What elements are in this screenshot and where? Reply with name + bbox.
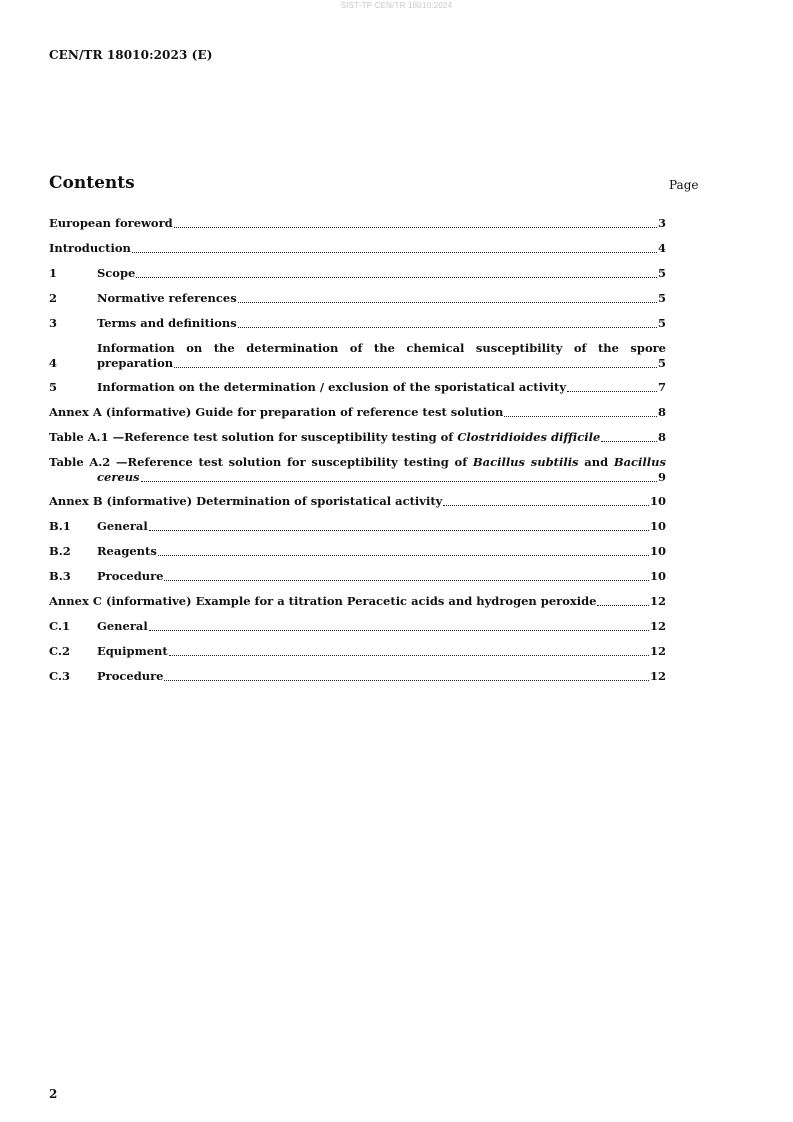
toc-entry-page: 10 <box>649 519 666 533</box>
table-of-contents <box>49 216 666 694</box>
dot-leader <box>238 302 657 303</box>
toc-entry-annex-c[interactable] <box>49 594 666 609</box>
toc-entry-title: Procedure <box>97 569 164 583</box>
species-name: Bacillus <box>613 455 666 469</box>
toc-entry-page: 5 <box>657 356 666 370</box>
toc-entry-terms-and-definitions[interactable] <box>49 316 666 331</box>
toc-entry-title: General <box>97 519 148 533</box>
dot-leader <box>597 605 649 606</box>
toc-entry-sporistatical-activity[interactable] <box>49 380 666 395</box>
toc-entry-title: Introduction <box>49 241 131 255</box>
toc-entry-annex-a[interactable] <box>49 405 666 420</box>
toc-entry-page: 8 <box>657 430 666 444</box>
toc-entry-number: C.2 <box>49 644 70 658</box>
toc-entry-title: Normative references <box>97 291 237 305</box>
dot-leader <box>132 252 657 253</box>
dot-leader <box>601 441 657 442</box>
toc-entry-title: Annex B (informative) Determination of sporistatical activity <box>49 494 443 508</box>
toc-entry-title: Reagents <box>97 544 157 558</box>
dot-leader <box>169 655 649 656</box>
dot-leader <box>164 580 649 581</box>
toc-entry-title: Annex A (informative) Guide for preparation of reference test solution <box>49 405 504 419</box>
toc-entry-page: 5 <box>657 266 666 280</box>
toc-entry-page: 12 <box>649 594 666 608</box>
toc-entry-c2-equipment[interactable] <box>49 644 666 659</box>
toc-entry-c1-general[interactable] <box>49 619 666 634</box>
toc-entry-title: European foreword <box>49 216 173 230</box>
toc-entry-scope[interactable] <box>49 266 666 281</box>
dot-leader <box>174 367 657 368</box>
toc-entry-title-line1: Table A.2 —Reference test solution for susceptibility testing of Bacillus subtilis and Bacillus <box>49 455 666 469</box>
toc-entry-title: Equipment <box>97 644 168 658</box>
dot-leader <box>141 481 657 482</box>
toc-entry-title-line1: Information on the determination of the chemical susceptibility of the spore <box>97 341 666 355</box>
species-name: Clostridioides difficile <box>457 430 601 444</box>
dot-leader <box>174 227 657 228</box>
dot-leader <box>567 391 657 392</box>
dot-leader <box>149 630 649 631</box>
contents-title: Contents <box>49 173 135 193</box>
toc-entry-b2-reagents[interactable] <box>49 544 666 559</box>
watermark: SIST-TP CEN/TR 18010:2024 <box>340 1 453 10</box>
toc-entry-number: B.1 <box>49 519 71 533</box>
page-column-label: Page <box>669 178 699 192</box>
toc-entry-b1-general[interactable] <box>49 519 666 534</box>
toc-entry-introduction[interactable] <box>49 241 666 256</box>
toc-entry-title: General <box>97 619 148 633</box>
dot-leader <box>238 327 657 328</box>
toc-entry-page: 12 <box>649 619 666 633</box>
toc-entry-number: 5 <box>49 380 58 394</box>
toc-entry-number: C.1 <box>49 619 70 633</box>
toc-entry-page: 8 <box>657 405 666 419</box>
toc-entry-page: 5 <box>657 291 666 305</box>
toc-entry-page: 5 <box>657 316 666 330</box>
dot-leader <box>443 505 649 506</box>
toc-entry-title-line2: preparation <box>97 356 174 370</box>
toc-entry-page: 10 <box>649 544 666 558</box>
dot-leader <box>158 555 649 556</box>
dot-leader <box>136 277 657 278</box>
toc-entry-table-a1[interactable] <box>49 430 666 445</box>
species-name: Bacillus subtilis <box>472 455 579 469</box>
dot-leader <box>149 530 649 531</box>
toc-entry-number: 1 <box>49 266 58 280</box>
toc-entry-number: C.3 <box>49 669 70 683</box>
toc-entry-number: 2 <box>49 291 58 305</box>
dot-leader <box>504 416 657 417</box>
document-id: CEN/TR 18010:2023 (E) <box>49 48 213 62</box>
toc-entry-c3-procedure[interactable] <box>49 669 666 684</box>
toc-entry-page: 4 <box>657 241 666 255</box>
toc-entry-normative-references[interactable] <box>49 291 666 306</box>
toc-entry-european-foreword[interactable] <box>49 216 666 231</box>
toc-entry-title-line2: cereus <box>97 470 140 484</box>
toc-entry-page: 12 <box>649 669 666 683</box>
toc-entry-number: B.2 <box>49 544 71 558</box>
toc-entry-number: 4 <box>49 356 58 370</box>
dot-leader <box>164 680 649 681</box>
toc-entry-table-a2[interactable] <box>49 455 666 485</box>
toc-entry-title: Terms and definitions <box>97 316 237 330</box>
toc-entry-title: Scope <box>97 266 136 280</box>
toc-entry-page: 10 <box>649 494 666 508</box>
toc-entry-title: Annex C (informative) Example for a titration Peracetic acids and hydrogen peroxide <box>49 594 597 608</box>
toc-entry-page: 10 <box>649 569 666 583</box>
toc-entry-title: Procedure <box>97 669 164 683</box>
toc-entry-number: 3 <box>49 316 58 330</box>
toc-entry-page: 12 <box>649 644 666 658</box>
toc-entry-annex-b[interactable] <box>49 494 666 509</box>
toc-entry-title: Table A.1 —Reference test solution for susceptibility testing of Clostridioides difficile <box>49 430 601 444</box>
toc-entry-page: 9 <box>657 470 666 484</box>
toc-entry-chemical-susceptibility[interactable] <box>49 341 666 371</box>
toc-entry-page: 7 <box>657 380 666 394</box>
toc-entry-number: B.3 <box>49 569 71 583</box>
toc-entry-b3-procedure[interactable] <box>49 569 666 584</box>
toc-entry-page: 3 <box>657 216 666 230</box>
page-number: 2 <box>49 1087 58 1101</box>
toc-entry-title: Information on the determination / exclusion of the sporistatical activity <box>97 380 567 394</box>
